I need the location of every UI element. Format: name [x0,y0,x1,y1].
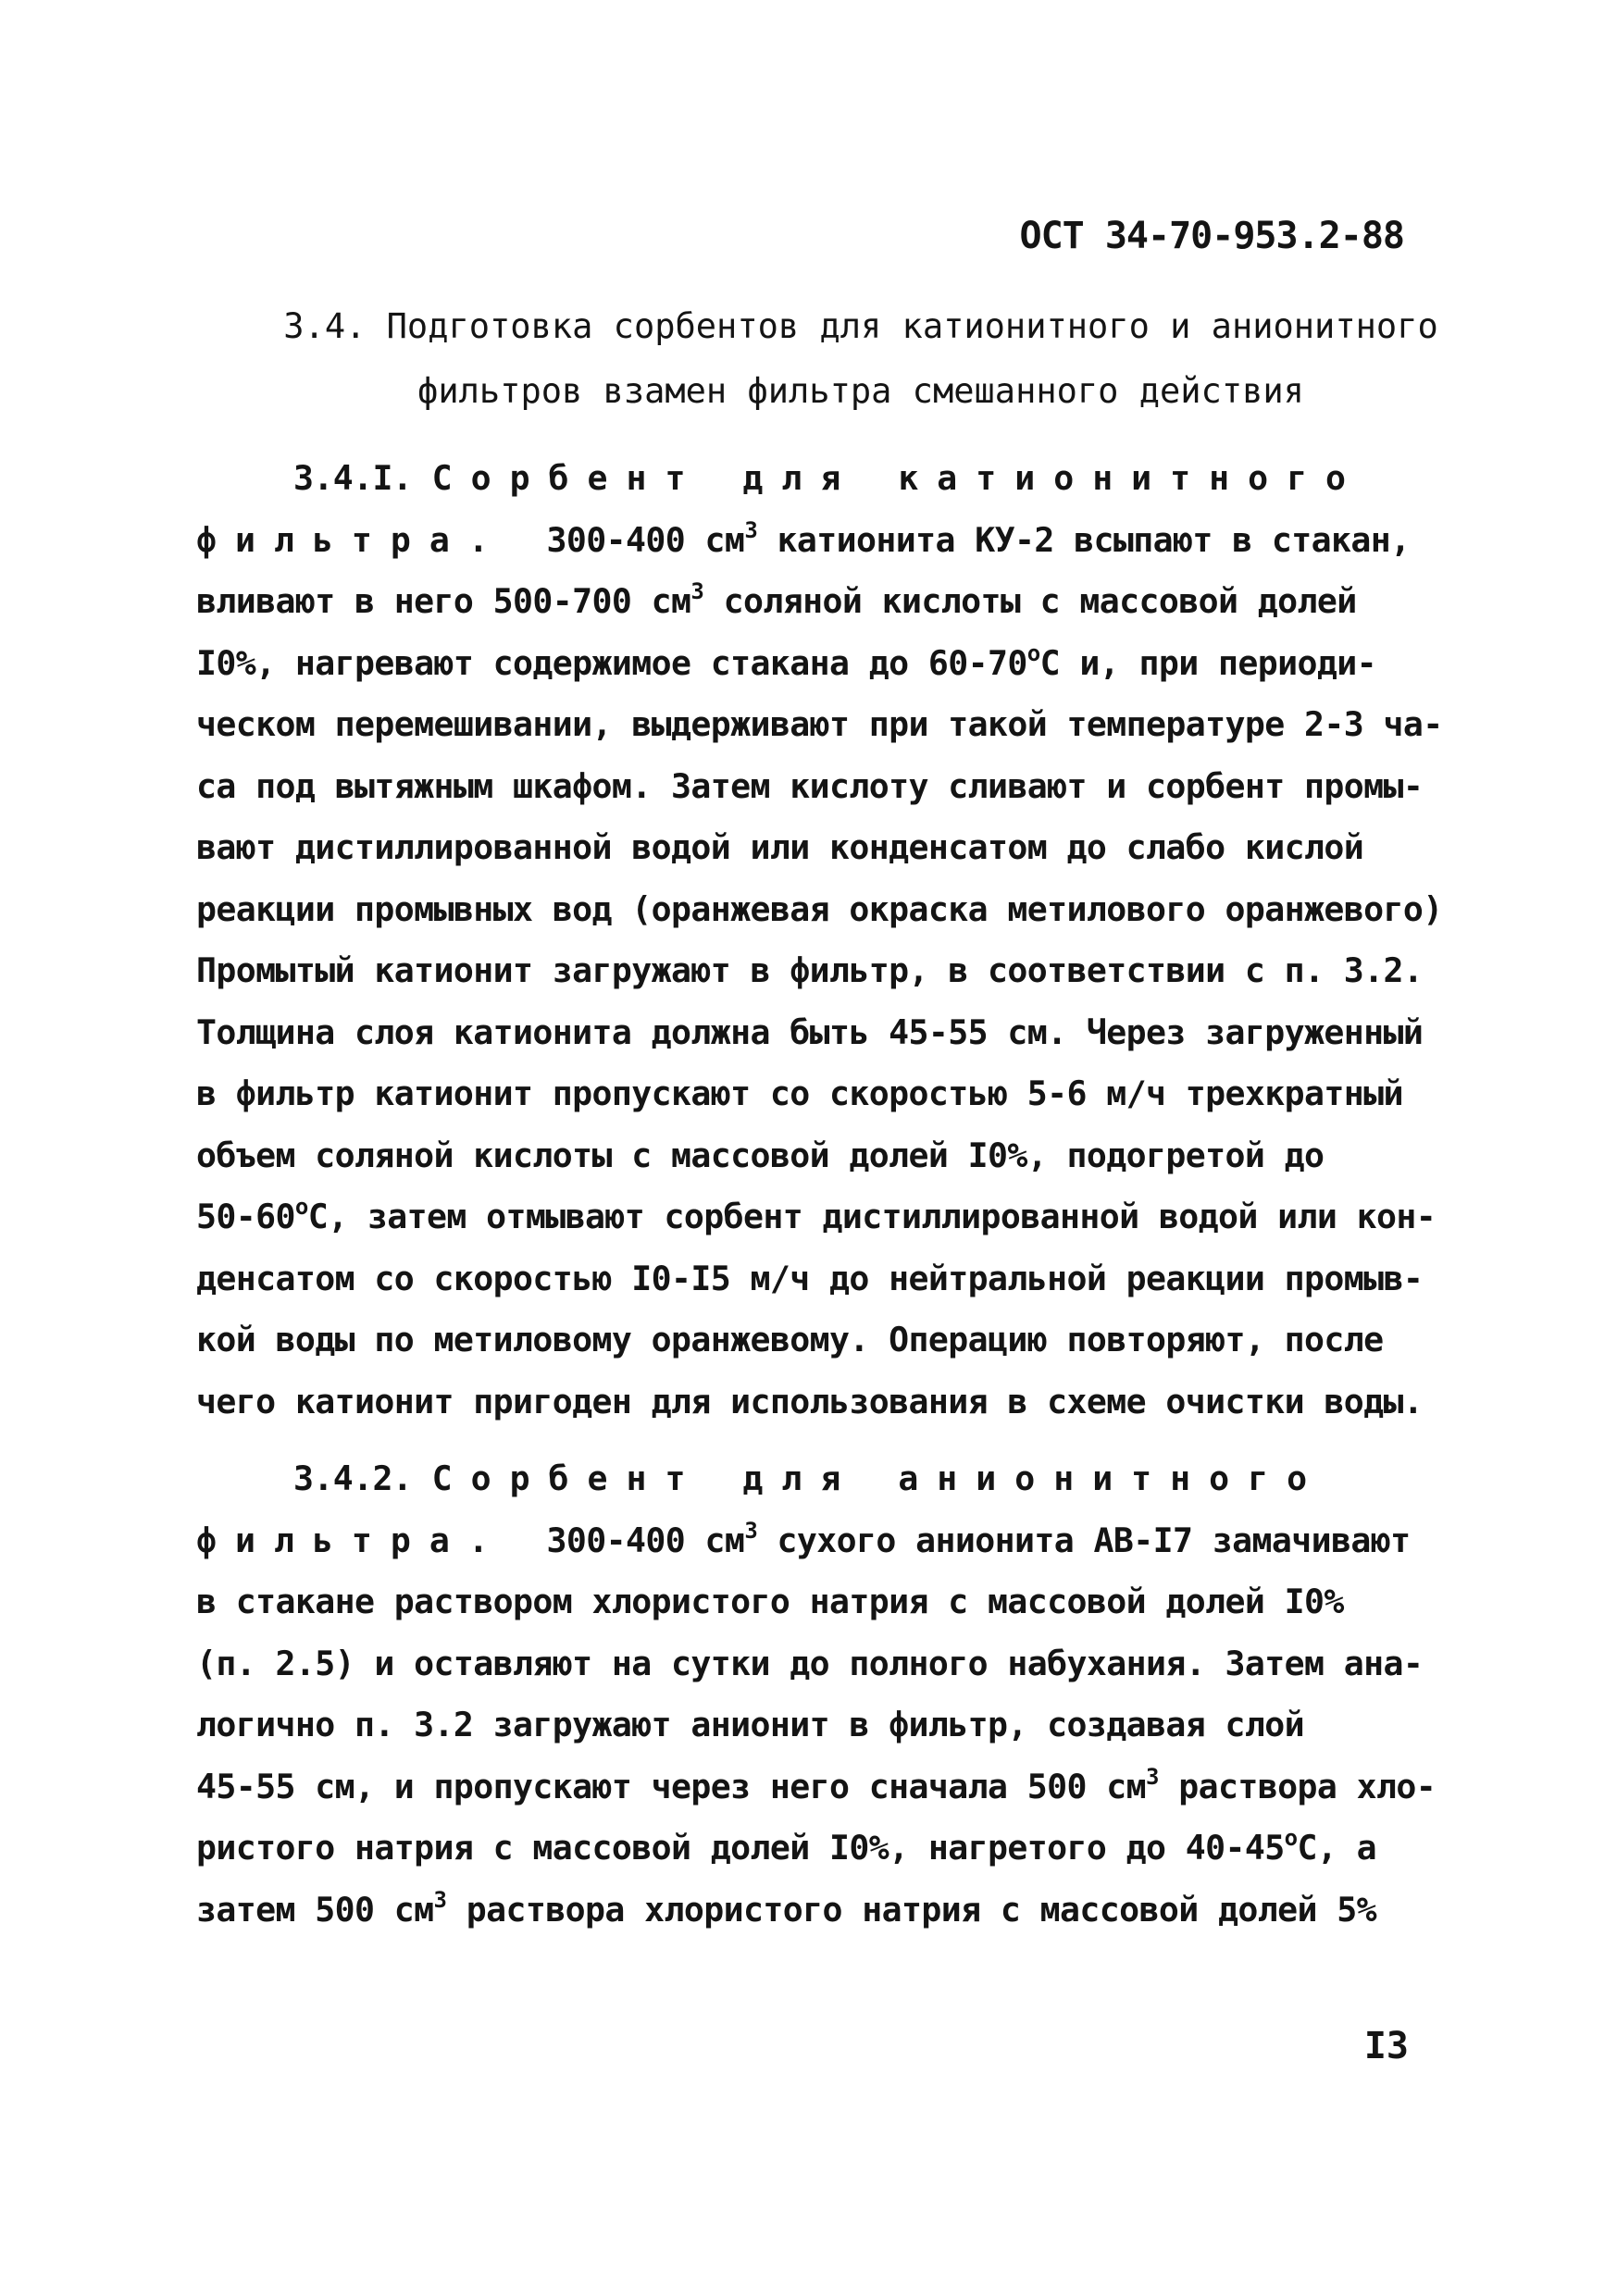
clause-title: фильтра. [196,1520,507,1560]
text-line: в фильтр катионит пропускают со скоростью 5-6 м/ч трехкратный [196,1074,1403,1113]
superscript: о [1026,639,1040,666]
clause-title: Сорбент для катионитного [431,458,1365,498]
text-line: Промытый катионит загружают в фильтр, в соответствии с п. 3.2. [196,950,1424,990]
text-segment: ристого натрия с массовой долей I0%, нагретого до 40-45 [196,1828,1285,1868]
text-segment: 45-55 см, и пропускают через него сначала 500 см [196,1766,1146,1806]
text-line [196,1186,1437,1248]
clause-title: Сорбент для анионитного [431,1458,1326,1498]
text-segment: 300-400 см [506,519,745,560]
text-line: логично п. 3.2 загружают анионит в фильтр, создавая слой [196,1705,1304,1744]
text-segment: С и, при периоди- [1039,642,1376,683]
text-segment: I0%, нагревают содержимое стакана до 60-70 [196,642,1027,683]
text-segment: С, затем отмывают сорбент дистиллированной водой или кон- [307,1197,1437,1236]
text-line [196,571,1437,633]
superscript: 3 [1146,1763,1159,1790]
text-segment: 50-60 [196,1197,295,1236]
text-segment: катионита КУ-2 всыпают в стакан, [757,519,1411,560]
text-line: объем соляной кислоты с массовой долей I0%, подогретой до [196,1135,1325,1175]
section-heading-line: фильтров взамен фильтра смешанного действия [417,371,1304,411]
text-line: реакции промывных вод (оранжевая окраска метилового оранжевого) [196,888,1443,929]
text-line: са под вытяжным шкафом. Затем кислоту сливают и сорбент промы- [196,765,1424,806]
text-line: в стакане раствором хлористого натрия с массовой долей I0% [196,1582,1344,1621]
text-line [196,1880,1437,1942]
document-code: ОСТ 34-70-953.2-88 [1019,215,1404,257]
text-segment: соляной кислоты с массовой долей [703,581,1357,621]
text-segment: затем 500 см [196,1889,434,1930]
paragraph-3-4-1 [196,448,1443,1433]
superscript: о [294,1194,308,1220]
superscript: 3 [433,1886,447,1913]
text-line [196,1448,1437,1510]
paragraph-3-4-2 [196,1448,1437,1941]
section-heading [278,294,1444,424]
text-line [196,510,1437,572]
text-line [196,1756,1437,1818]
text-line: денсатом со скоростью I0-I5 м/ч до нейтральной реакции промыв- [196,1258,1424,1298]
text-line: Толщина слоя катионита должна быть 45-55 см. Через загруженный [196,1011,1424,1052]
superscript: о [1284,1825,1298,1851]
text-segment: 300-400 см [506,1520,745,1560]
text-segment: С, а [1297,1828,1376,1868]
text-line [196,633,1437,695]
text-line: вают дистиллированной водой или конденсатом до слабо кислой [196,827,1364,867]
clause-title: фильтра. [196,519,507,560]
text-line: (п. 2.5) и оставляют на сутки до полного набухания. Затем ана- [196,1643,1424,1683]
superscript: 3 [690,578,704,604]
section-heading-line: 3.4. Подготовка сорбентов для катионитного и анионитного [283,306,1438,346]
text-segment: вливают в него 500-700 см [196,581,691,621]
text-line: чего катионит пригоден для использования в схеме очистки воды. [196,1381,1424,1421]
clause-number: 3.4.2. [293,1458,413,1498]
text-segment: раствора хло- [1158,1766,1437,1806]
text-line: кой воды по метиловому оранжевому. Операцию повторяют, после [196,1320,1384,1359]
text-line [196,1510,1437,1572]
text-segment: раствора хлористого натрия с массовой долей 5% [446,1889,1376,1930]
page-number: I3 [1363,2025,1409,2067]
text-line [196,1818,1437,1880]
text-segment: сухого анионита АВ-I7 замачивают [757,1520,1411,1560]
text-line [196,448,1437,510]
clause-number: 3.4.I. [293,458,413,498]
text-line: ческом перемешивании, выдерживают при такой температуре 2-3 ча- [196,704,1443,744]
superscript: 3 [744,1517,758,1544]
superscript: 3 [744,516,758,543]
